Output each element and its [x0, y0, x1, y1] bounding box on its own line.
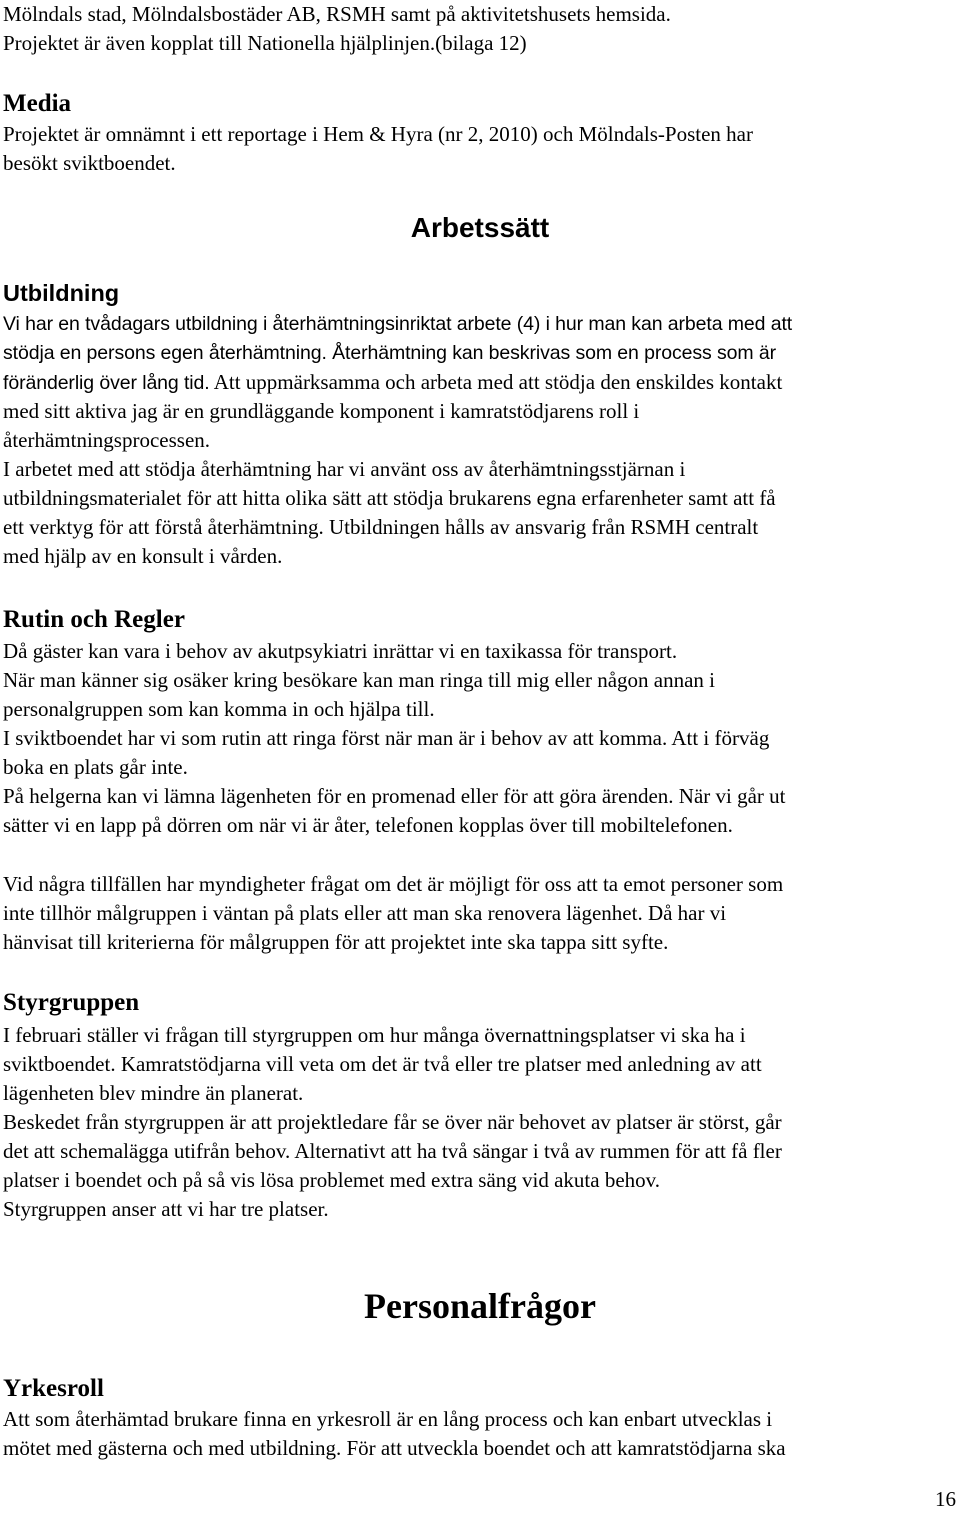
text-line: sätter vi en lapp på dörren om när vi är åter, telefonen kopplas över till mobiltelefonen. [3, 813, 733, 837]
text-line: med sitt aktiva jag är en grundläggande komponent i kamratstödjarens roll i [3, 399, 640, 423]
rutin-heading: Rutin och Regler [3, 606, 185, 633]
text-sans-segment: föränderlig över lång tid. [3, 372, 210, 394]
text-line: sviktboendet. Kamratstödjarna vill veta om det är två eller tre platser med anledning av att [3, 1052, 762, 1076]
text-line: Vid några tillfällen har myndigheter frågat om det är möjligt för oss att ta emot personer som [3, 872, 784, 896]
utbildning-heading: Utbildning [3, 280, 120, 306]
text-line: Att som återhämtad brukare finna en yrkesroll är en lång process och kan enbart utvecklas i [3, 1407, 773, 1431]
styrgruppen-paragraph [3, 1021, 955, 1224]
rutin-paragraph [3, 637, 955, 840]
yrkesroll-heading: Yrkesroll [3, 1375, 104, 1402]
text-line: När man känner sig osäker kring besökare kan man ringa till mig eller någon annan i [3, 668, 716, 692]
text-line: Vi har en tvådagars utbildning i återhämtningsinriktat arbete (4) i hur man kan arbeta med att [3, 313, 793, 335]
text-line [3, 368, 955, 398]
text-line: inte tillhör målgruppen i väntan på plats eller att man ska renovera lägenhet. Då har vi [3, 901, 727, 925]
text-line: Beskedet från styrgruppen är att projektledare får se över när behovet av platser är störst, går [3, 1110, 782, 1134]
utbildning-mixed-line [3, 368, 955, 398]
text-line: med hjälp av en konsult i vården. [3, 544, 283, 568]
section-title-personalfragor: Personalfrågor [364, 1286, 596, 1326]
styrgruppen-heading: Styrgruppen [3, 989, 140, 1016]
text-line: I februari ställer vi frågan till styrgruppen om hur många övernattningsplatser vi ska ha i [3, 1023, 746, 1047]
text-line: mötet med gästerna och med utbildning. För att utveckla boendet och att kamratstödjarna ska [3, 1436, 786, 1460]
text-line: återhämtningsprocessen. [3, 428, 211, 452]
text-line: I sviktboendet har vi som rutin att ringa först när man är i behov av att komma. Att i förväg [3, 726, 770, 750]
text-line: ett verktyg för att förstå återhämtning. Utbildningen hålls av ansvarig från RSMH centralt [3, 515, 759, 539]
rutin-paragraph-2 [3, 870, 955, 957]
utbildning-paragraph-serif [3, 397, 955, 571]
text-line: Projektet är omnämnt i ett reportage i Hem & Hyra (nr 2, 2010) och Mölndals-Posten har [3, 122, 753, 146]
text-line: boka en plats går inte. [3, 755, 188, 779]
section-title-arbetssatt: Arbetssätt [410, 212, 550, 243]
yrkesroll-paragraph [3, 1405, 955, 1463]
text-line: I arbetet med att stödja återhämtning har vi använt oss av återhämtningsstjärnan i [3, 457, 686, 481]
media-paragraph [3, 120, 955, 178]
text-line: platser i boendet och på så vis lösa problemet med extra säng vid akuta behov. [3, 1168, 661, 1192]
text-line: lägenheten blev mindre än planerat. [3, 1081, 304, 1105]
text-serif-segment: Att uppmärksamma och arbeta med att stödja den enskildes kontakt [209, 370, 783, 394]
text-line: Då gäster kan vara i behov av akutpsykiatri inrättar vi en taxikassa för transport. [3, 639, 678, 663]
text-line: Mölndals stad, Mölndalsbostäder AB, RSMH samt på aktivitetshusets hemsida. [3, 2, 671, 26]
text-line: stödja en persons egen återhämtning. Återhämtning kan beskrivas som en process som är [3, 342, 776, 364]
utbildning-paragraph-sans [3, 310, 955, 368]
text-line: Styrgruppen anser att vi har tre platser. [3, 1197, 329, 1221]
text-line: utbildningsmaterialet för att hitta olika sätt att stödja brukarens egna erfarenheter samt att få [3, 486, 776, 510]
text-line: Projektet är även kopplat till Nationella hjälplinjen.(bilaga 12) [3, 31, 527, 55]
text-line: På helgerna kan vi lämna lägenheten för en promenad eller för att göra ärenden. När vi går ut [3, 784, 786, 808]
intro-paragraph [3, 0, 955, 58]
page-number: 16 [935, 1487, 956, 1511]
text-line: personalgruppen som kan komma in och hjälpa till. [3, 697, 435, 721]
text-line: besökt sviktboendet. [3, 151, 176, 175]
text-line: hänvisat till kriterierna för målgruppen för att projektet inte ska tappa sitt syfte. [3, 930, 669, 954]
media-heading: Media [3, 90, 72, 117]
text-line: det att schemalägga utifrån behov. Alternativt att ha två sängar i två av rummen för att få fler [3, 1139, 782, 1163]
